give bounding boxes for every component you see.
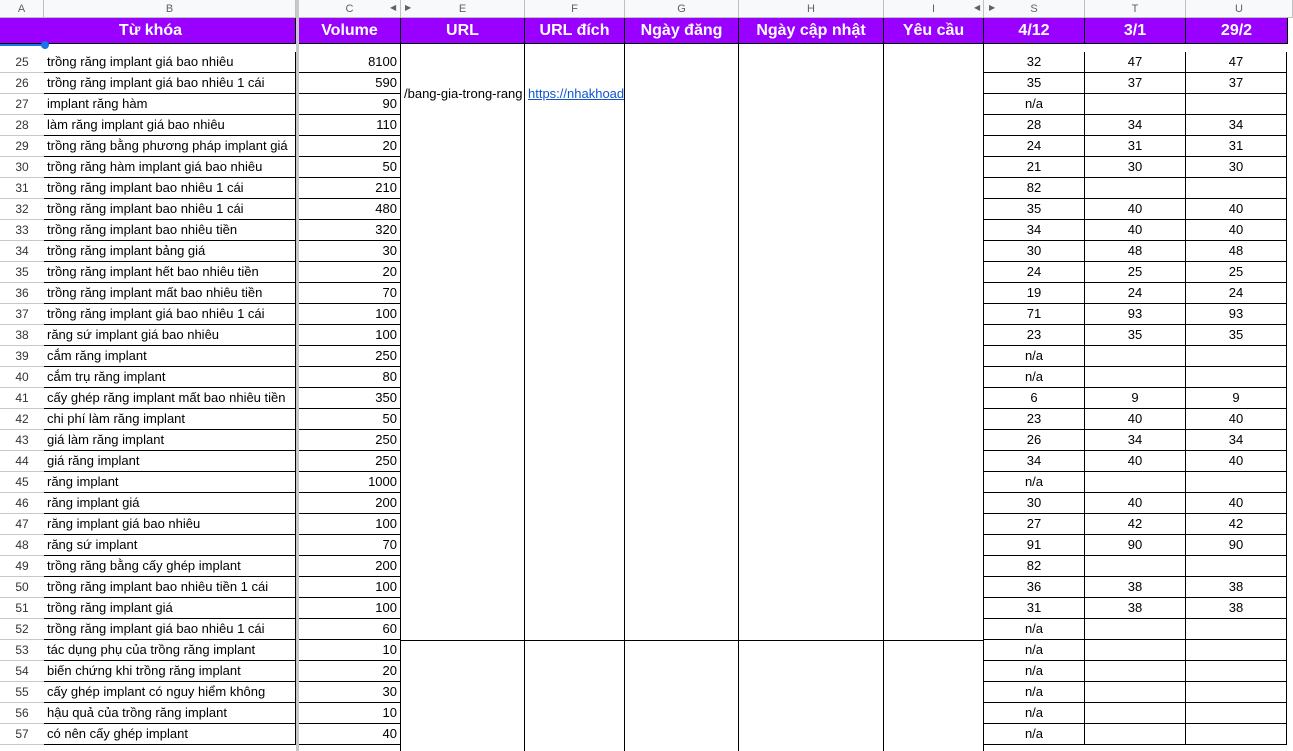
volume-cell[interactable]: 30 bbox=[299, 682, 401, 703]
row-number[interactable]: 55 bbox=[0, 682, 44, 703]
keyword-cell[interactable]: răng implant giá bao nhiêu bbox=[44, 514, 296, 535]
rank-cell-29-2[interactable] bbox=[1186, 703, 1287, 724]
volume-cell[interactable]: 480 bbox=[299, 199, 401, 220]
keyword-cell[interactable]: trồng răng hàm implant giá bao nhiêu bbox=[44, 157, 296, 178]
freeze-handle[interactable] bbox=[41, 41, 49, 49]
rank-cell-3-1[interactable] bbox=[1085, 346, 1186, 367]
row-number[interactable]: 50 bbox=[0, 577, 44, 598]
rank-cell-3-1[interactable] bbox=[1085, 367, 1186, 388]
row-number[interactable]: 35 bbox=[0, 262, 44, 283]
volume-cell[interactable]: 210 bbox=[299, 178, 401, 199]
rank-cell-29-2[interactable]: 40 bbox=[1186, 220, 1287, 241]
grid-line bbox=[883, 44, 884, 751]
volume-cell[interactable]: 100 bbox=[299, 598, 401, 619]
volume-cell[interactable]: 10 bbox=[299, 703, 401, 724]
expand-right-arrow-icon[interactable]: ▶ bbox=[405, 3, 412, 12]
header-url-target[interactable]: URL đích bbox=[525, 18, 625, 44]
rank-cell-3-1[interactable]: 40 bbox=[1085, 199, 1186, 220]
column-header-f[interactable]: F bbox=[525, 0, 625, 18]
rank-cell-3-1[interactable] bbox=[1085, 640, 1186, 661]
rank-cell-4-12[interactable]: 26 bbox=[984, 430, 1085, 451]
rank-cell-3-1[interactable] bbox=[1085, 661, 1186, 682]
volume-cell[interactable]: 70 bbox=[299, 283, 401, 304]
volume-cell[interactable]: 10 bbox=[299, 640, 401, 661]
volume-cell[interactable]: 1000 bbox=[299, 472, 401, 493]
header-date-3[interactable]: 29/2 bbox=[1186, 18, 1288, 44]
rank-cell-4-12[interactable]: 30 bbox=[984, 493, 1085, 514]
row-number[interactable]: 27 bbox=[0, 94, 44, 115]
header-date-posted[interactable]: Ngày đăng bbox=[625, 18, 739, 44]
rank-cell-4-12[interactable]: 24 bbox=[984, 262, 1085, 283]
rank-cell-4-12[interactable]: n/a bbox=[984, 619, 1085, 640]
rank-cell-29-2[interactable]: 42 bbox=[1186, 514, 1287, 535]
volume-cell[interactable]: 90 bbox=[299, 94, 401, 115]
row-number[interactable]: 30 bbox=[0, 157, 44, 178]
row-number[interactable]: 47 bbox=[0, 514, 44, 535]
url-cell[interactable]: /bang-gia-trong-rang bbox=[404, 86, 523, 101]
rank-cell-4-12[interactable]: n/a bbox=[984, 682, 1085, 703]
row-number[interactable]: 36 bbox=[0, 283, 44, 304]
row-number[interactable]: 52 bbox=[0, 619, 44, 640]
rank-cell-29-2[interactable] bbox=[1186, 472, 1287, 493]
rank-cell-4-12[interactable]: 27 bbox=[984, 514, 1085, 535]
row-number[interactable]: 39 bbox=[0, 346, 44, 367]
rank-cell-29-2[interactable]: 34 bbox=[1186, 430, 1287, 451]
keyword-cell[interactable]: trồng răng implant giá bao nhiêu 1 cái bbox=[44, 619, 296, 640]
rank-cell-29-2[interactable]: 31 bbox=[1186, 136, 1287, 157]
rank-cell-4-12[interactable]: n/a bbox=[984, 367, 1085, 388]
rank-cell-4-12[interactable]: 32 bbox=[984, 52, 1085, 73]
url-target-link[interactable]: https://nhakhoad bbox=[528, 86, 624, 101]
keyword-cell[interactable]: trồng răng bằng phương pháp implant giá bbox=[44, 136, 296, 157]
keyword-cell[interactable]: hậu quả của trồng răng implant bbox=[44, 703, 296, 724]
header-date-updated[interactable]: Ngày cập nhật bbox=[739, 18, 884, 44]
rank-cell-29-2[interactable]: 34 bbox=[1186, 115, 1287, 136]
rank-cell-4-12[interactable]: n/a bbox=[984, 472, 1085, 493]
rank-cell-29-2[interactable]: 47 bbox=[1186, 52, 1287, 73]
rank-cell-3-1[interactable]: 48 bbox=[1085, 241, 1186, 262]
rank-cell-3-1[interactable]: 34 bbox=[1085, 115, 1186, 136]
rank-cell-29-2[interactable] bbox=[1186, 640, 1287, 661]
volume-cell[interactable]: 250 bbox=[299, 451, 401, 472]
rank-cell-3-1[interactable]: 30 bbox=[1085, 157, 1186, 178]
keyword-cell[interactable]: trồng răng implant bao nhiêu 1 cái bbox=[44, 178, 296, 199]
rank-cell-4-12[interactable]: 19 bbox=[984, 283, 1085, 304]
expand-right-arrow-icon[interactable]: ▶ bbox=[989, 3, 996, 12]
keyword-cell[interactable]: cắm trụ răng implant bbox=[44, 367, 296, 388]
keyword-cell[interactable]: trồng răng implant bao nhiêu tiền bbox=[44, 220, 296, 241]
rank-cell-4-12[interactable]: n/a bbox=[984, 346, 1085, 367]
volume-cell[interactable]: 40 bbox=[299, 724, 401, 745]
rank-cell-4-12[interactable]: 34 bbox=[984, 451, 1085, 472]
rank-cell-29-2[interactable]: 93 bbox=[1186, 304, 1287, 325]
rank-cell-29-2[interactable]: 9 bbox=[1186, 388, 1287, 409]
row-number[interactable]: 31 bbox=[0, 178, 44, 199]
rank-cell-3-1[interactable]: 35 bbox=[1085, 325, 1186, 346]
rank-cell-4-12[interactable]: n/a bbox=[984, 640, 1085, 661]
rank-cell-29-2[interactable]: 38 bbox=[1186, 598, 1287, 619]
row-number[interactable]: 29 bbox=[0, 136, 44, 157]
row-number[interactable]: 46 bbox=[0, 493, 44, 514]
row-number[interactable]: 32 bbox=[0, 199, 44, 220]
column-header-g[interactable]: G bbox=[625, 0, 739, 18]
rank-cell-3-1[interactable]: 42 bbox=[1085, 514, 1186, 535]
rank-cell-4-12[interactable]: 34 bbox=[984, 220, 1085, 241]
row-number[interactable]: 40 bbox=[0, 367, 44, 388]
volume-cell[interactable]: 590 bbox=[299, 73, 401, 94]
column-header-i[interactable]: I bbox=[884, 0, 984, 18]
keyword-cell[interactable]: làm răng implant giá bao nhiêu bbox=[44, 115, 296, 136]
rank-cell-29-2[interactable]: 48 bbox=[1186, 241, 1287, 262]
keyword-cell[interactable]: cấy ghép implant có nguy hiểm không bbox=[44, 682, 296, 703]
header-request[interactable]: Yêu cầu bbox=[884, 18, 984, 44]
rank-cell-3-1[interactable] bbox=[1085, 619, 1186, 640]
rank-cell-3-1[interactable]: 25 bbox=[1085, 262, 1186, 283]
rank-cell-3-1[interactable] bbox=[1085, 682, 1186, 703]
rank-cell-4-12[interactable]: 82 bbox=[984, 556, 1085, 577]
keyword-cell[interactable]: răng sứ implant bbox=[44, 535, 296, 556]
rank-cell-3-1[interactable]: 40 bbox=[1085, 220, 1186, 241]
volume-cell[interactable]: 30 bbox=[299, 241, 401, 262]
keyword-cell[interactable]: trồng răng implant bảng giá bbox=[44, 241, 296, 262]
rank-cell-3-1[interactable]: 93 bbox=[1085, 304, 1186, 325]
rank-cell-3-1[interactable] bbox=[1085, 724, 1186, 745]
keyword-cell[interactable]: răng implant bbox=[44, 472, 296, 493]
collapse-left-arrow-icon[interactable]: ◀ bbox=[390, 3, 397, 12]
keyword-cell[interactable]: trồng răng implant mất bao nhiêu tiền bbox=[44, 283, 296, 304]
row-number[interactable]: 56 bbox=[0, 703, 44, 724]
rank-cell-29-2[interactable]: 40 bbox=[1186, 409, 1287, 430]
header-url[interactable]: URL bbox=[401, 18, 525, 44]
frozen-row-divider[interactable] bbox=[0, 44, 44, 46]
rank-cell-29-2[interactable] bbox=[1186, 682, 1287, 703]
keyword-cell[interactable]: trồng răng implant giá bao nhiêu 1 cái bbox=[44, 304, 296, 325]
row-number[interactable]: 51 bbox=[0, 598, 44, 619]
row-number[interactable]: 45 bbox=[0, 472, 44, 493]
column-header-a[interactable]: A bbox=[0, 0, 44, 18]
rank-cell-4-12[interactable]: 31 bbox=[984, 598, 1085, 619]
row-number[interactable]: 42 bbox=[0, 409, 44, 430]
rank-cell-3-1[interactable]: 47 bbox=[1085, 52, 1186, 73]
rank-cell-4-12[interactable]: 36 bbox=[984, 577, 1085, 598]
row-number[interactable]: 37 bbox=[0, 304, 44, 325]
rank-cell-4-12[interactable]: n/a bbox=[984, 724, 1085, 745]
rank-cell-29-2[interactable] bbox=[1186, 367, 1287, 388]
rank-cell-4-12[interactable]: n/a bbox=[984, 661, 1085, 682]
rank-cell-3-1[interactable]: 31 bbox=[1085, 136, 1186, 157]
rank-cell-3-1[interactable]: 37 bbox=[1085, 73, 1186, 94]
collapse-left-arrow-icon[interactable]: ◀ bbox=[974, 3, 981, 12]
column-header-s[interactable]: S bbox=[984, 0, 1085, 18]
volume-cell[interactable]: 8100 bbox=[299, 52, 401, 73]
volume-cell[interactable]: 20 bbox=[299, 661, 401, 682]
keyword-cell[interactable]: cấy ghép răng implant mất bao nhiêu tiền bbox=[44, 388, 296, 409]
volume-cell[interactable]: 100 bbox=[299, 304, 401, 325]
grid-line bbox=[524, 44, 525, 751]
rank-cell-29-2[interactable]: 24 bbox=[1186, 283, 1287, 304]
rank-cell-3-1[interactable]: 34 bbox=[1085, 430, 1186, 451]
rank-cell-29-2[interactable] bbox=[1186, 346, 1287, 367]
rank-cell-29-2[interactable] bbox=[1186, 724, 1287, 745]
keyword-cell[interactable]: có nên cấy ghép implant bbox=[44, 724, 296, 745]
volume-cell[interactable]: 80 bbox=[299, 367, 401, 388]
header-date-1[interactable]: 4/12 bbox=[984, 18, 1085, 44]
keyword-cell[interactable]: trồng răng implant giá bao nhiêu 1 cái bbox=[44, 73, 296, 94]
rank-cell-4-12[interactable]: 82 bbox=[984, 178, 1085, 199]
volume-cell[interactable]: 200 bbox=[299, 556, 401, 577]
column-header-u[interactable]: U bbox=[1186, 0, 1293, 18]
row-number[interactable]: 28 bbox=[0, 115, 44, 136]
keyword-cell[interactable]: giá làm răng implant bbox=[44, 430, 296, 451]
rank-cell-4-12[interactable]: 30 bbox=[984, 241, 1085, 262]
keyword-cell[interactable]: giá răng implant bbox=[44, 451, 296, 472]
rank-cell-4-12[interactable]: 21 bbox=[984, 157, 1085, 178]
row-number[interactable]: 53 bbox=[0, 640, 44, 661]
row-number[interactable]: 38 bbox=[0, 325, 44, 346]
rank-cell-4-12[interactable]: 91 bbox=[984, 535, 1085, 556]
header-volume[interactable]: Volume bbox=[299, 18, 401, 44]
rank-cell-29-2[interactable]: 90 bbox=[1186, 535, 1287, 556]
column-header-t[interactable]: T bbox=[1085, 0, 1186, 18]
volume-cell[interactable]: 50 bbox=[299, 157, 401, 178]
row-number[interactable]: 54 bbox=[0, 661, 44, 682]
rank-cell-4-12[interactable]: 23 bbox=[984, 409, 1085, 430]
column-header-h[interactable]: H bbox=[739, 0, 884, 18]
row-number[interactable]: 49 bbox=[0, 556, 44, 577]
rank-cell-29-2[interactable]: 40 bbox=[1186, 493, 1287, 514]
row-number[interactable]: 26 bbox=[0, 73, 44, 94]
rank-cell-4-12[interactable]: 28 bbox=[984, 115, 1085, 136]
header-date-2[interactable]: 3/1 bbox=[1085, 18, 1186, 44]
keyword-cell[interactable]: trồng răng implant hết bao nhiêu tiền bbox=[44, 262, 296, 283]
rank-cell-3-1[interactable]: 24 bbox=[1085, 283, 1186, 304]
rank-cell-4-12[interactable]: 6 bbox=[984, 388, 1085, 409]
rank-cell-29-2[interactable]: 37 bbox=[1186, 73, 1287, 94]
volume-cell[interactable]: 60 bbox=[299, 619, 401, 640]
row-number[interactable]: 43 bbox=[0, 430, 44, 451]
rank-cell-29-2[interactable]: 40 bbox=[1186, 451, 1287, 472]
rank-cell-29-2[interactable] bbox=[1186, 178, 1287, 199]
row-number[interactable]: 33 bbox=[0, 220, 44, 241]
rank-cell-3-1[interactable] bbox=[1085, 178, 1186, 199]
row-number[interactable]: 44 bbox=[0, 451, 44, 472]
column-header-e[interactable]: E bbox=[401, 0, 525, 18]
rank-cell-3-1[interactable]: 38 bbox=[1085, 598, 1186, 619]
volume-cell[interactable]: 70 bbox=[299, 535, 401, 556]
rank-cell-4-12[interactable]: 35 bbox=[984, 199, 1085, 220]
rank-cell-29-2[interactable]: 35 bbox=[1186, 325, 1287, 346]
keyword-cell[interactable]: trồng răng bằng cấy ghép implant bbox=[44, 556, 296, 577]
keyword-cell[interactable]: implant răng hàm bbox=[44, 94, 296, 115]
volume-cell[interactable]: 100 bbox=[299, 325, 401, 346]
column-header-c[interactable]: C bbox=[299, 0, 401, 18]
volume-cell[interactable]: 100 bbox=[299, 577, 401, 598]
rank-cell-4-12[interactable]: n/a bbox=[984, 94, 1085, 115]
keyword-cell[interactable]: biến chứng khi trồng răng implant bbox=[44, 661, 296, 682]
keyword-cell[interactable]: răng sứ implant giá bao nhiêu bbox=[44, 325, 296, 346]
rank-cell-3-1[interactable] bbox=[1085, 472, 1186, 493]
row-number[interactable]: 41 bbox=[0, 388, 44, 409]
rank-cell-3-1[interactable] bbox=[1085, 703, 1186, 724]
volume-cell[interactable]: 50 bbox=[299, 409, 401, 430]
column-header-b[interactable]: B bbox=[44, 0, 296, 18]
keyword-cell[interactable]: cắm răng implant bbox=[44, 346, 296, 367]
volume-cell[interactable]: 20 bbox=[299, 136, 401, 157]
grid-line bbox=[738, 44, 739, 751]
rank-cell-29-2[interactable]: 38 bbox=[1186, 577, 1287, 598]
rank-cell-29-2[interactable] bbox=[1186, 94, 1287, 115]
volume-cell[interactable]: 250 bbox=[299, 346, 401, 367]
merged-cell-border bbox=[401, 640, 984, 641]
row-number[interactable]: 48 bbox=[0, 535, 44, 556]
rank-cell-3-1[interactable]: 9 bbox=[1085, 388, 1186, 409]
rank-cell-4-12[interactable]: 35 bbox=[984, 73, 1085, 94]
volume-cell[interactable]: 200 bbox=[299, 493, 401, 514]
row-number[interactable]: 25 bbox=[0, 52, 44, 73]
rank-cell-3-1[interactable]: 40 bbox=[1085, 409, 1186, 430]
volume-cell[interactable]: 110 bbox=[299, 115, 401, 136]
grid-line bbox=[624, 44, 625, 751]
row-number[interactable]: 57 bbox=[0, 724, 44, 745]
keyword-cell[interactable]: trồng răng implant giá bbox=[44, 598, 296, 619]
rank-cell-4-12[interactable]: 71 bbox=[984, 304, 1085, 325]
volume-cell[interactable]: 250 bbox=[299, 430, 401, 451]
rank-cell-4-12[interactable]: 24 bbox=[984, 136, 1085, 157]
rank-cell-29-2[interactable] bbox=[1186, 556, 1287, 577]
rank-cell-29-2[interactable]: 30 bbox=[1186, 157, 1287, 178]
volume-cell[interactable]: 350 bbox=[299, 388, 401, 409]
keyword-cell[interactable]: răng implant giá bbox=[44, 493, 296, 514]
rank-cell-3-1[interactable] bbox=[1085, 94, 1186, 115]
rank-cell-29-2[interactable]: 40 bbox=[1186, 199, 1287, 220]
rank-cell-29-2[interactable]: 25 bbox=[1186, 262, 1287, 283]
rank-cell-29-2[interactable] bbox=[1186, 619, 1287, 640]
rank-cell-3-1[interactable] bbox=[1085, 556, 1186, 577]
rank-cell-29-2[interactable] bbox=[1186, 661, 1287, 682]
row-number[interactable]: 34 bbox=[0, 241, 44, 262]
rank-cell-3-1[interactable]: 38 bbox=[1085, 577, 1186, 598]
rank-cell-3-1[interactable]: 40 bbox=[1085, 493, 1186, 514]
keyword-cell[interactable]: chi phí làm răng implant bbox=[44, 409, 296, 430]
volume-cell[interactable]: 100 bbox=[299, 514, 401, 535]
rank-cell-4-12[interactable]: n/a bbox=[984, 703, 1085, 724]
volume-cell[interactable]: 20 bbox=[299, 262, 401, 283]
rank-cell-4-12[interactable]: 23 bbox=[984, 325, 1085, 346]
keyword-cell[interactable]: tác dụng phụ của trồng răng implant bbox=[44, 640, 296, 661]
rank-cell-3-1[interactable]: 90 bbox=[1085, 535, 1186, 556]
volume-cell[interactable]: 320 bbox=[299, 220, 401, 241]
keyword-cell[interactable]: trồng răng implant giá bao nhiêu bbox=[44, 52, 296, 73]
rank-cell-3-1[interactable]: 40 bbox=[1085, 451, 1186, 472]
keyword-cell[interactable]: trồng răng implant bao nhiêu tiền 1 cái bbox=[44, 577, 296, 598]
header-keyword[interactable]: Từ khóa bbox=[6, 18, 296, 44]
keyword-cell[interactable]: trồng răng implant bao nhiêu 1 cái bbox=[44, 199, 296, 220]
